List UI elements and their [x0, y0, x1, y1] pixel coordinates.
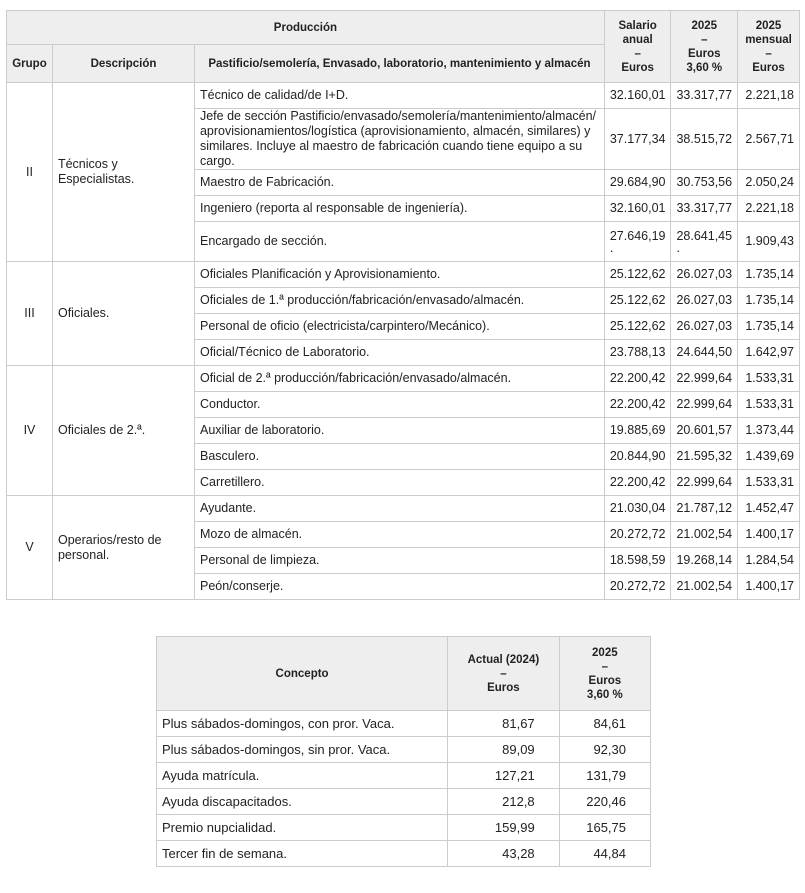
amount-actual: 89,09 [448, 737, 560, 763]
header-line: Euros [687, 47, 721, 60]
amount-y2025: 44,84 [559, 841, 650, 867]
salary-table [6, 10, 800, 600]
salary-y2025: 22.999,64 [671, 470, 738, 496]
salary-anual: 20.844,90 [604, 444, 671, 470]
salary-mensual: 1.909,43 [738, 222, 800, 262]
salary-y2025: 20.601,57 [671, 418, 738, 444]
table-row [7, 83, 800, 109]
salary-y2025: 33.317,77 [671, 83, 738, 109]
salary-anual: 21.030,04 [604, 496, 671, 522]
salary-mensual: 2.050,24 [738, 170, 800, 196]
group-code: IV [7, 366, 53, 496]
job-title: Conductor. [194, 392, 604, 418]
job-title: Auxiliar de laboratorio. [194, 418, 604, 444]
amount-y2025: 220,46 [559, 789, 650, 815]
salary-y2025: 21.595,32 [671, 444, 738, 470]
salary-y2025: 21.002,54 [671, 522, 738, 548]
header-line: – [634, 47, 641, 60]
table-row [7, 496, 800, 522]
header-line: 3,60 % [586, 688, 623, 701]
header-line: 3,60 % [686, 61, 723, 74]
table-row [7, 262, 800, 288]
header-line: – [500, 667, 507, 680]
salary-y2025: 38.515,72 [671, 109, 738, 170]
salary-anual: 22.200,42 [604, 366, 671, 392]
salary-anual: 22.200,42 [604, 470, 671, 496]
salary-anual: 32.160,01 [604, 196, 671, 222]
salary-anual: 32.160,01 [604, 83, 671, 109]
group-description: Operarios/resto de personal. [52, 496, 194, 600]
salary-y2025: 26.027,03 [671, 262, 738, 288]
job-title: Oficiales de 1.ª producción/fabricación/envasado/almacén. [194, 288, 604, 314]
job-title: Encargado de sección. [194, 222, 604, 262]
table-row [7, 366, 800, 392]
salary-value: 27.646,19 [609, 228, 666, 243]
concept-label: Ayuda matrícula. [157, 763, 448, 789]
group-code: II [7, 83, 53, 262]
salary-table-body [7, 83, 800, 600]
salary-value: 28.641,45 [676, 228, 733, 243]
header-extras-2025 [559, 637, 650, 711]
salary-anual: 18.598,59 [604, 548, 671, 574]
salary-mensual: 2.221,18 [738, 83, 800, 109]
salary-mensual: 2.567,71 [738, 109, 800, 170]
amount-actual: 43,28 [448, 841, 560, 867]
salary-y2025: 22.999,64 [671, 392, 738, 418]
concept-label: Plus sábados-domingos, con pror. Vaca. [157, 711, 448, 737]
header-line: 2025 [691, 19, 718, 32]
header-descripcion: Descripción [52, 45, 194, 83]
header-line: Euros [588, 674, 622, 687]
concept-label: Ayuda discapacitados. [157, 789, 448, 815]
salary-mensual: 1.452,47 [738, 496, 800, 522]
header-line: Euros [752, 61, 785, 74]
amount-actual: 159,99 [448, 815, 560, 841]
salary-anual: 25.122,62 [604, 314, 671, 340]
header-line: Euros [621, 61, 654, 74]
salary-mensual: 1.735,14 [738, 288, 800, 314]
header-line: – [765, 47, 772, 60]
salary-anual: 25.122,62 [604, 262, 671, 288]
salary-anual: 29.684,90 [604, 170, 671, 196]
header-line: – [701, 33, 708, 46]
job-title: Peón/conserje. [194, 574, 604, 600]
salary-anual: 20.272,72 [604, 522, 671, 548]
salary-y2025 [671, 222, 738, 262]
table-row [157, 815, 651, 841]
header-line: Actual (2024) [467, 653, 540, 666]
salary-anual: 25.122,62 [604, 288, 671, 314]
salary-mensual: 1.400,17 [738, 522, 800, 548]
amount-actual: 212,8 [448, 789, 560, 815]
header-concepto: Concepto [157, 637, 448, 711]
amount-actual: 127,21 [448, 763, 560, 789]
salary-y2025: 24.644,50 [671, 340, 738, 366]
group-description: Oficiales de 2.ª. [52, 366, 194, 496]
header-line: anual [622, 33, 653, 46]
table-row [157, 841, 651, 867]
table-row [157, 789, 651, 815]
salary-anual: 22.200,42 [604, 392, 671, 418]
job-title: Mozo de almacén. [194, 522, 604, 548]
salary-y2025: 21.787,12 [671, 496, 738, 522]
job-title: Personal de oficio (electricista/carpintero/Mecánico). [194, 314, 604, 340]
header-line: 2025 [592, 646, 618, 659]
header-line: 2025 [755, 19, 782, 32]
amount-y2025: 165,75 [559, 815, 650, 841]
salary-mensual: 1.642,97 [738, 340, 800, 366]
salary-mensual: 1.400,17 [738, 574, 800, 600]
table-row [157, 737, 651, 763]
header-line: Euros [487, 681, 520, 694]
concept-label: Plus sábados-domingos, sin pror. Vaca. [157, 737, 448, 763]
amount-y2025: 92,30 [559, 737, 650, 763]
salary-y2025: 26.027,03 [671, 288, 738, 314]
salary-mensual: 1.735,14 [738, 262, 800, 288]
salary-mensual: 2.221,18 [738, 196, 800, 222]
group-code: V [7, 496, 53, 600]
header-line: mensual [745, 33, 792, 46]
trailing-dot: . [676, 240, 680, 255]
salary-y2025: 33.317,77 [671, 196, 738, 222]
salary-y2025: 30.753,56 [671, 170, 738, 196]
header-salario-anual [604, 11, 671, 83]
extras-table [156, 636, 651, 867]
job-title: Oficial de 2.ª producción/fabricación/envasado/almacén. [194, 366, 604, 392]
header-2025 [671, 11, 738, 83]
header-2025-mensual [738, 11, 800, 83]
header-line: – [601, 660, 609, 673]
salary-y2025: 21.002,54 [671, 574, 738, 600]
amount-actual: 81,67 [448, 711, 560, 737]
job-title: Ingeniero (reporta al responsable de ingeniería). [194, 196, 604, 222]
job-title: Jefe de sección Pastificio/envasado/semolería/mantenimiento/almacén/ aprovisionamientos/logística (aprovisionamiento, almacén, similares) y similares. Incluye al maestro de fabricación cuando tiene equipo a su cargo. [194, 109, 604, 170]
job-title: Maestro de Fabricación. [194, 170, 604, 196]
salary-mensual: 1.439,69 [738, 444, 800, 470]
trailing-dot: . [609, 240, 614, 255]
header-grupo: Grupo [7, 45, 53, 83]
table-row [157, 763, 651, 789]
job-title: Personal de limpieza. [194, 548, 604, 574]
job-title: Técnico de calidad/de I+D. [194, 83, 604, 109]
salary-mensual: 1.533,31 [738, 366, 800, 392]
table-row [157, 711, 651, 737]
salary-mensual: 1.373,44 [738, 418, 800, 444]
header-line: Salario [618, 19, 657, 32]
header-produccion: Producción [7, 11, 605, 45]
concept-label: Premio nupcialidad. [157, 815, 448, 841]
salary-anual [604, 222, 671, 262]
salary-y2025: 22.999,64 [671, 366, 738, 392]
amount-y2025: 131,79 [559, 763, 650, 789]
amount-y2025: 84,61 [559, 711, 650, 737]
job-title: Oficiales Planificación y Aprovisionamiento. [194, 262, 604, 288]
job-title: Basculero. [194, 444, 604, 470]
salary-mensual: 1.533,31 [738, 392, 800, 418]
group-description: Oficiales. [52, 262, 194, 366]
header-actual-2024 [448, 637, 560, 711]
group-description: Técnicos y Especialistas. [52, 83, 194, 262]
salary-anual: 23.788,13 [604, 340, 671, 366]
extras-table-body [157, 711, 651, 867]
group-code: III [7, 262, 53, 366]
job-title: Ayudante. [194, 496, 604, 522]
salary-y2025: 26.027,03 [671, 314, 738, 340]
header-puestos: Pastificio/semolería, Envasado, laboratorio, mantenimiento y almacén [194, 45, 604, 83]
salary-mensual: 1.284,54 [738, 548, 800, 574]
salary-anual: 19.885,69 [604, 418, 671, 444]
concept-label: Tercer fin de semana. [157, 841, 448, 867]
salary-mensual: 1.533,31 [738, 470, 800, 496]
job-title: Oficial/Técnico de Laboratorio. [194, 340, 604, 366]
salary-anual: 37.177,34 [604, 109, 671, 170]
salary-mensual: 1.735,14 [738, 314, 800, 340]
salary-y2025: 19.268,14 [671, 548, 738, 574]
job-title: Carretillero. [194, 470, 604, 496]
salary-anual: 20.272,72 [604, 574, 671, 600]
